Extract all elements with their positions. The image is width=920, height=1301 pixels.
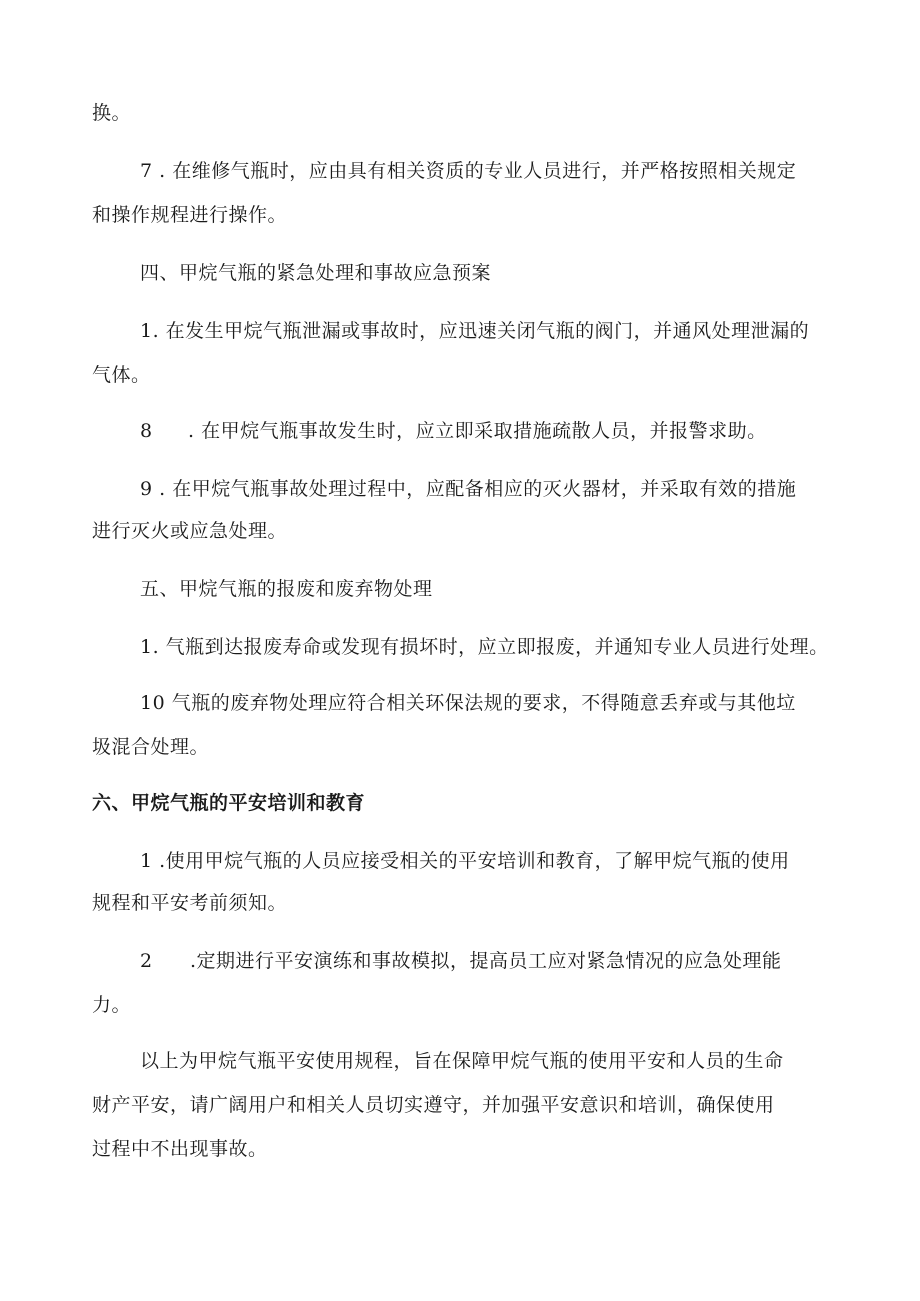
paragraph-5-1: 1. 气瓶到达报废寿命或发现有损坏时，应立即报废，并通知专业人员进行处理。: [140, 636, 829, 658]
paragraph-10-line1: 10 气瓶的废弃物处理应符合相关环保法规的要求，不得随意丢弃或与其他垃: [140, 692, 796, 714]
paragraph-7-line1: 7 . 在维修气瓶时，应由具有相关资质的专业人员进行，并严格按照相关规定: [140, 160, 797, 182]
section-heading-6: 六、甲烷气瓶的平安培训和教育: [92, 792, 366, 814]
paragraph-6-1-line2: 规程和平安考前须知。: [92, 892, 288, 914]
paragraph-tail: 换。: [92, 102, 132, 124]
paragraph-10-line2: 圾混合处理。: [92, 736, 210, 758]
paragraph-9-line2: 进行灭火或应急处理。: [92, 520, 288, 542]
paragraph-6-1-line1: 1 .使用甲烷气瓶的人员应接受相关的平安培训和教育，了解甲烷气瓶的使用: [140, 850, 790, 872]
paragraph-6-2-number: 2: [140, 950, 153, 972]
section-heading-5: 五、甲烷气瓶的报废和废弃物处理: [140, 578, 433, 600]
paragraph-8-text: . 在甲烷气瓶事故发生时，应立即采取措施疏散人员，并报警求助。: [188, 420, 767, 442]
paragraph-9-line1: 9 . 在甲烷气瓶事故处理过程中，应配备相应的灭火器材，并采取有效的措施: [140, 478, 797, 500]
closing-paragraph-line2: 财产平安，请广阔用户和相关人员切实遵守，并加强平安意识和培训，确保使用: [92, 1094, 775, 1116]
section-heading-4: 四、甲烷气瓶的紧急处理和事故应急预案: [140, 262, 492, 284]
paragraph-8-number: 8: [140, 420, 153, 442]
paragraph-4-1-line2: 气体。: [92, 364, 151, 386]
closing-paragraph-line1: 以上为甲烷气瓶平安使用规程，旨在保障甲烷气瓶的使用平安和人员的生命: [140, 1050, 784, 1072]
paragraph-6-2-line1: .定期进行平安演练和事故模拟，提高员工应对紧急情况的应急处理能: [190, 950, 782, 972]
paragraph-4-1-line1: 1. 在发生甲烷气瓶泄漏或事故时，应迅速关闭气瓶的阀门，并通风处理泄漏的: [140, 320, 810, 342]
paragraph-6-2-line2: 力。: [92, 994, 132, 1016]
paragraph-7-line2: 和操作规程进行操作。: [92, 204, 288, 226]
closing-paragraph-line3: 过程中不出现事故。: [92, 1138, 268, 1160]
